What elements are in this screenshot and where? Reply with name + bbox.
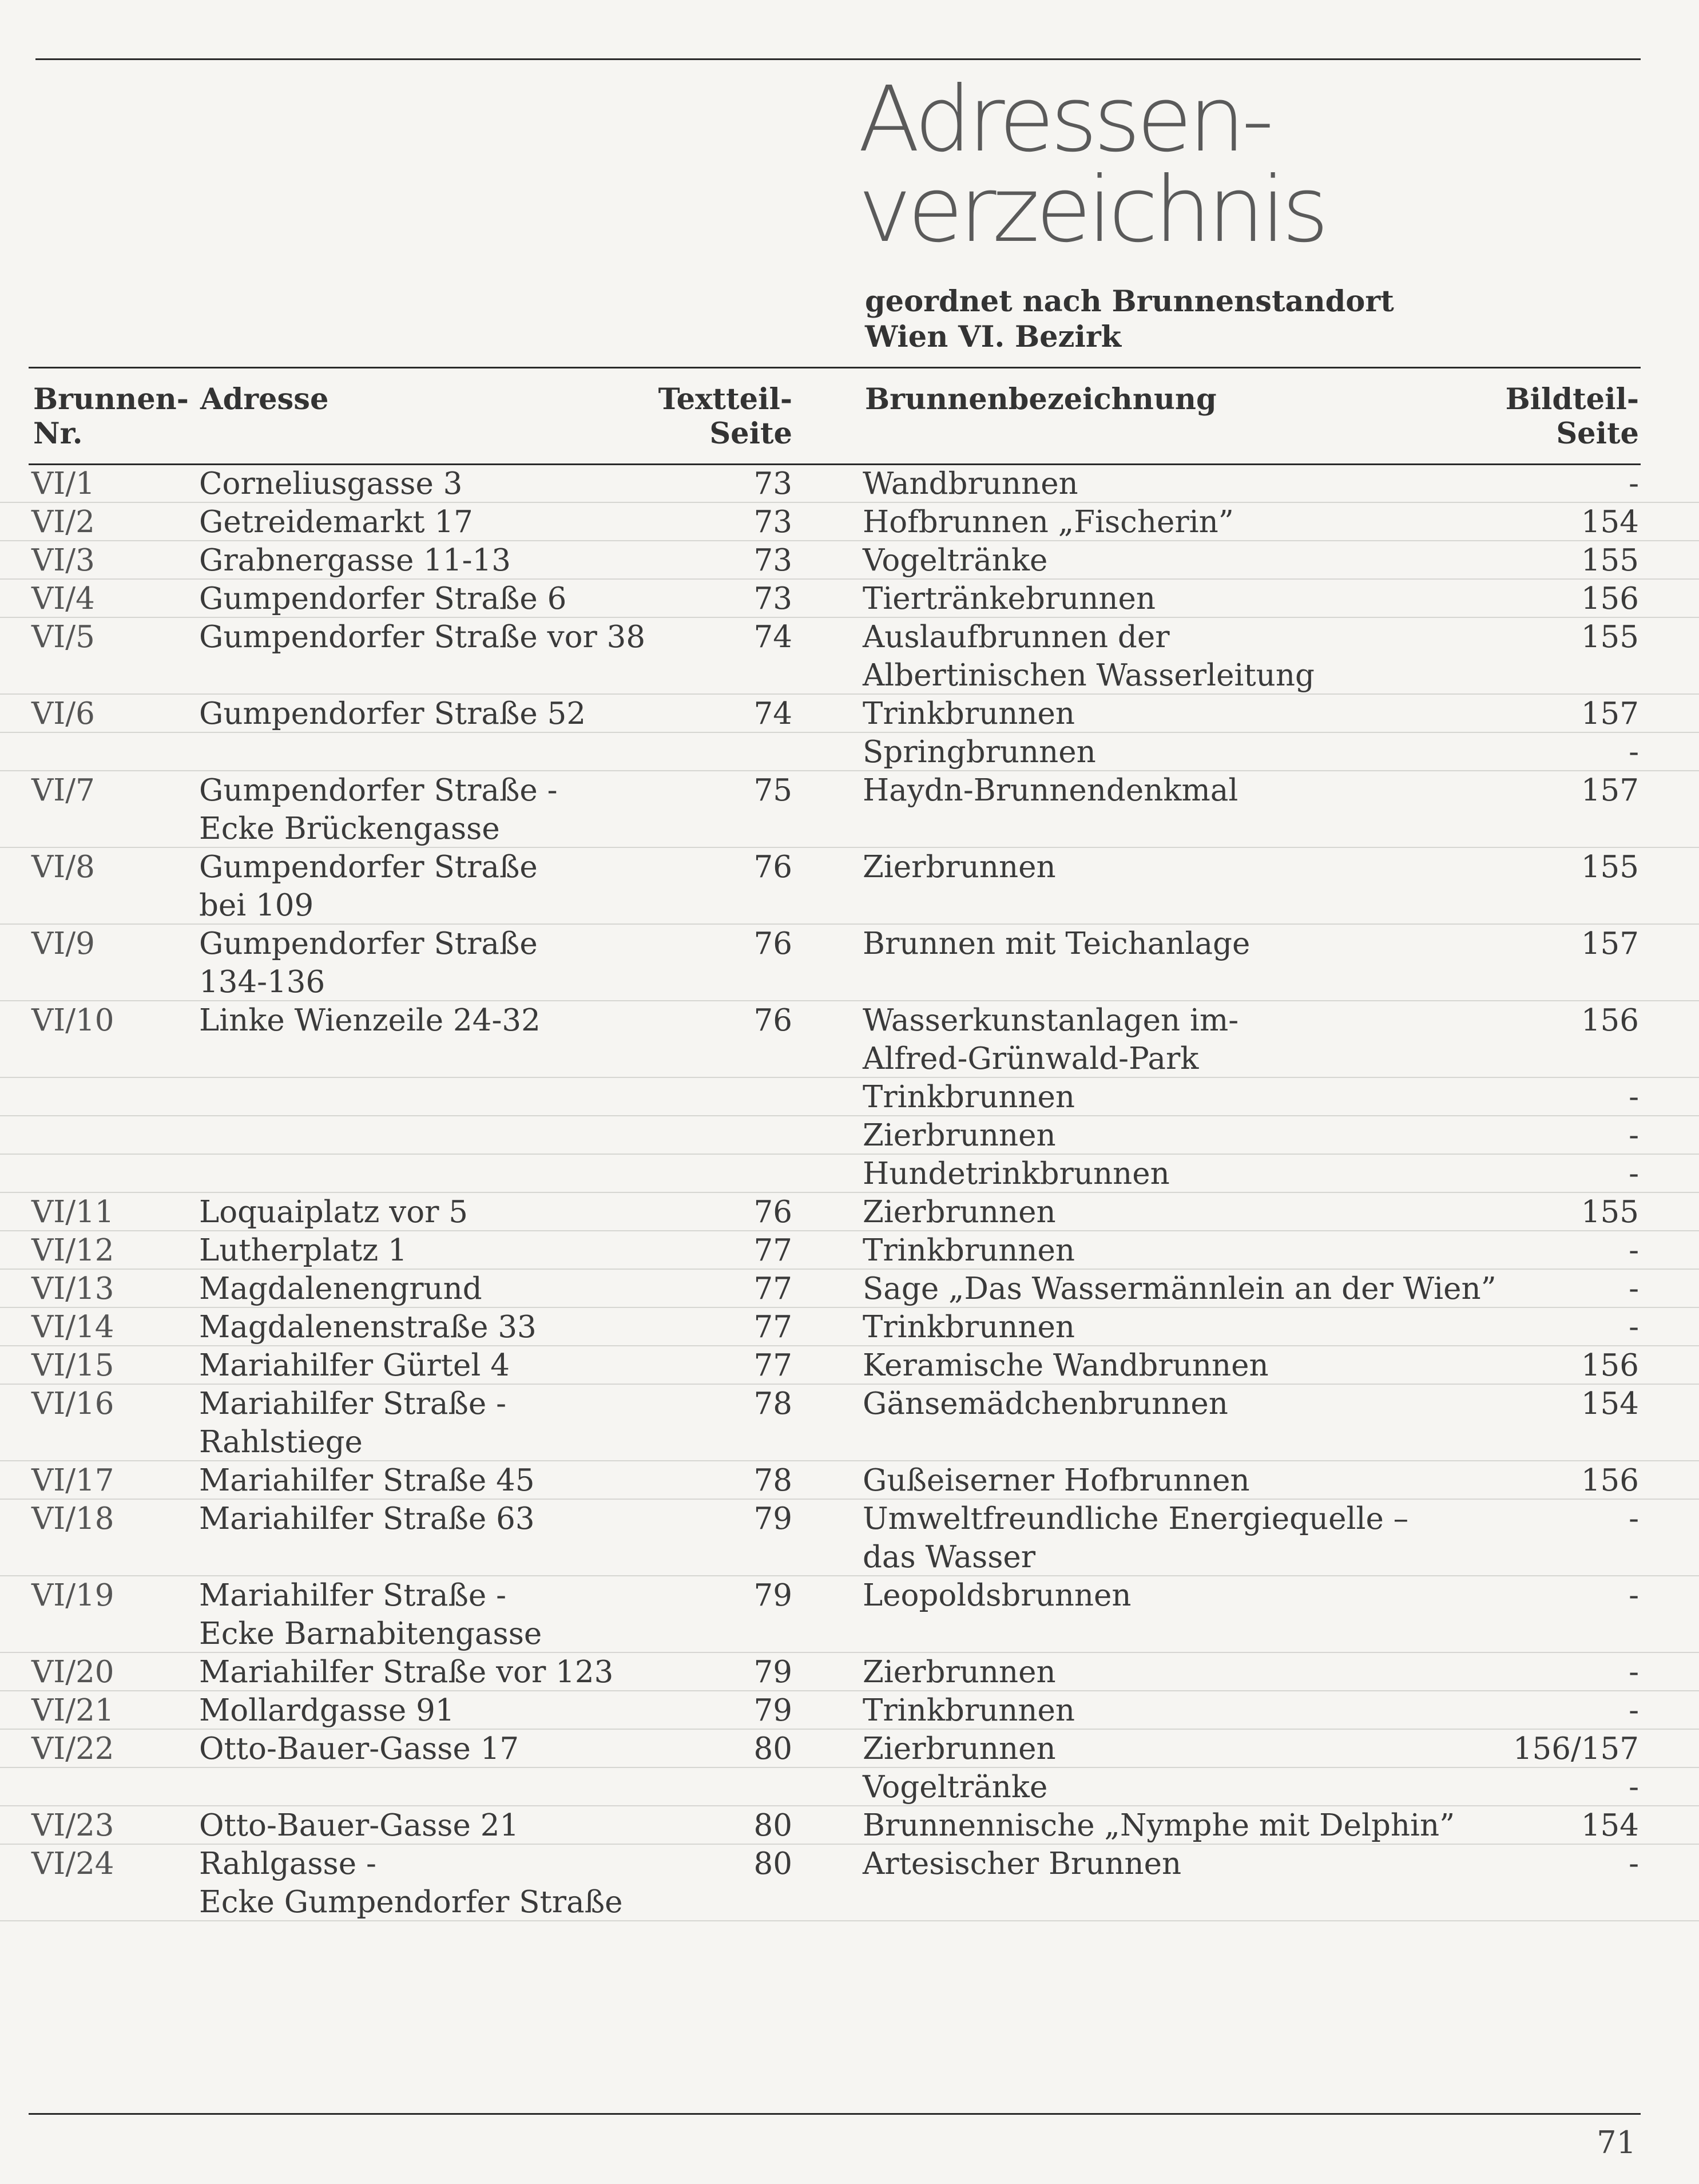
brunnenbezeichnung: Springbrunnen [863,735,1096,770]
page-title [858,67,1325,263]
table-row [0,1461,1699,1500]
table-row [0,580,1699,618]
brunnen-nr: VI/3 [31,543,95,578]
brunnenbezeichnung: Tiertränkebrunnen [863,581,1156,616]
brunnenbezeichnung: Brunnen mit Teichanlage [863,926,1251,961]
title-line-1: Adressen- [858,67,1271,172]
brunnen-nr: VI/8 [31,850,95,885]
table-row [0,848,1699,925]
textteil-seite: 80 [753,1808,792,1843]
brunnenbezeichnung: Keramische Wandbrunnen [863,1348,1269,1383]
bildteil-seite: 156 [1581,1463,1639,1498]
textteil-seite: 73 [753,505,792,540]
brunnen-nr: VI/14 [31,1310,114,1345]
table-row [0,695,1699,733]
adresse: Loquaiplatz vor 5 [199,1195,469,1230]
brunnenbezeichnung: Gußeiserner Hofbrunnen [863,1463,1250,1498]
brunnenbezeichnung: Zierbrunnen [863,1118,1056,1153]
table-row [0,1155,1699,1193]
brunnenbezeichnung: Zierbrunnen [863,1731,1056,1766]
textteil-seite: 80 [753,1731,792,1766]
table-row [0,541,1699,580]
brunnenbezeichnung: Brunnennische „Nymphe mit Delphin” [863,1808,1455,1843]
textteil-seite: 74 [753,620,792,655]
brunnenbezeichnung: Vogeltränke [863,543,1048,578]
brunnen-nr: VI/7 [31,773,95,808]
table-row [0,733,1699,771]
table-row [0,1001,1699,1078]
adresse: Gumpendorfer Straße vor 38 [199,620,646,655]
brunnen-nr: VI/2 [31,505,95,540]
brunnenbezeichnung: Vogeltränke [863,1770,1048,1805]
adresse: Linke Wienzeile 24-32 [199,1003,541,1038]
textteil-seite: 73 [753,543,792,578]
brunnenbezeichnung: Wandbrunnen [863,466,1078,501]
brunnen-nr: VI/1 [31,466,95,501]
brunnen-nr: VI/19 [31,1578,114,1613]
textteil-seite: 77 [753,1233,792,1268]
table-row [0,618,1699,695]
textteil-seite: 78 [753,1463,792,1498]
bildteil-seite: 154 [1581,505,1639,540]
column-header-bezeichnung: Brunnenbezeichnung [865,382,1217,417]
brunnenbezeichnung: Hundetrinkbrunnen [863,1156,1170,1191]
brunnenbezeichnung: Wasserkunstanlagen im- Alfred-Grünwald-Park [863,1003,1239,1076]
bildteil-seite: - [1629,1156,1639,1191]
brunnenbezeichnung: Gänsemädchenbrunnen [863,1386,1228,1421]
table-row [0,925,1699,1001]
brunnenbezeichnung: Zierbrunnen [863,1195,1056,1230]
brunnen-nr: VI/17 [31,1463,114,1498]
textteil-seite: 80 [753,1846,792,1881]
textteil-seite: 76 [753,850,792,885]
bildteil-seite: 157 [1581,696,1639,731]
adresse: Gumpendorfer Straße 6 [199,581,567,616]
brunnen-nr: VI/22 [31,1731,114,1766]
brunnen-nr: VI/18 [31,1501,114,1536]
table-row [0,1346,1699,1385]
textteil-seite: 79 [753,1655,792,1690]
adresse: Mariahilfer Straße 45 [199,1463,535,1498]
brunnen-nr: VI/23 [31,1808,114,1843]
brunnen-nr: VI/11 [31,1195,114,1230]
adresse: Mariahilfer Straße - Rahlstiege [199,1386,507,1460]
textteil-seite: 74 [753,696,792,731]
brunnen-nr: VI/4 [31,581,95,616]
adresse: Rahlgasse - Ecke Gumpendorfer Straße [199,1846,623,1920]
bildteil-seite: 155 [1581,1195,1639,1230]
column-header-nr: Brunnen- Nr. [33,382,189,451]
bildteil-seite: 155 [1581,850,1639,885]
table-row [0,1768,1699,1806]
textteil-seite: 76 [753,926,792,961]
textteil-seite: 73 [753,466,792,501]
bildteil-seite: - [1629,1080,1639,1115]
table-row [0,1078,1699,1116]
bildteil-seite: 154 [1581,1808,1639,1843]
textteil-seite: 76 [753,1195,792,1230]
title-line-2: verzeichnis [858,157,1325,263]
bildteil-seite: 154 [1581,1386,1639,1421]
brunnenbezeichnung: Artesischer Brunnen [863,1846,1182,1881]
brunnen-nr: VI/15 [31,1348,114,1383]
textteil-seite: 79 [753,1501,792,1536]
bildteil-seite: 156 [1581,1003,1639,1038]
column-header-adresse: Adresse [200,382,329,417]
bildteil-seite: 156 [1581,581,1639,616]
header-rule [29,367,1641,368]
adresse: Magdalenengrund [199,1271,482,1306]
column-header-bildteil: Bildteil- Seite [1505,382,1639,451]
table-row [0,1576,1699,1653]
adresse: Gumpendorfer Straße - Ecke Brückengasse [199,773,558,846]
brunnen-nr: VI/6 [31,696,95,731]
brunnenbezeichnung: Trinkbrunnen [863,1080,1075,1115]
brunnen-nr: VI/5 [31,620,95,655]
bildteil-seite: - [1629,1770,1639,1805]
subtitle-line-1: geordnet nach Brunnenstandort [865,284,1394,319]
brunnenbezeichnung: Sage „Das Wassermännlein an der Wien” [863,1271,1496,1306]
brunnenbezeichnung: Auslaufbrunnen der Albertinischen Wasserleitung [863,620,1315,693]
table-row [0,1691,1699,1730]
bildteil-seite: - [1629,1501,1639,1536]
table-row [0,1806,1699,1845]
adresse: Mariahilfer Gürtel 4 [199,1348,510,1383]
bildteil-seite: 156/157 [1513,1731,1639,1766]
bildteil-seite: - [1629,735,1639,770]
brunnen-nr: VI/16 [31,1386,114,1421]
adresse: Magdalenenstraße 33 [199,1310,537,1345]
bildteil-seite: 156 [1581,1348,1639,1383]
textteil-seite: 73 [753,581,792,616]
bildteil-seite: - [1629,1118,1639,1153]
brunnenbezeichnung: Haydn-Brunnendenkmal [863,773,1238,808]
adresse: Grabnergasse 11-13 [199,543,511,578]
textteil-seite: 79 [753,1578,792,1613]
table-row [0,1500,1699,1576]
brunnen-nr: VI/21 [31,1693,114,1728]
bildteil-seite: 155 [1581,543,1639,578]
adresse: Gumpendorfer Straße 134-136 [199,926,538,1000]
textteil-seite: 77 [753,1271,792,1306]
bildteil-seite: - [1629,1271,1639,1306]
adresse: Corneliusgasse 3 [199,466,463,501]
table-row [0,503,1699,541]
adresse: Otto-Bauer-Gasse 21 [199,1808,519,1843]
adresse: Getreidemarkt 17 [199,505,473,540]
bildteil-seite: - [1629,1578,1639,1613]
subtitle-line-2: Wien VI. Bezirk [865,320,1122,354]
brunnenbezeichnung: Trinkbrunnen [863,696,1075,731]
subtitle [865,284,1394,355]
brunnenbezeichnung: Trinkbrunnen [863,1233,1075,1268]
table-row [0,465,1699,503]
table-row [0,1116,1699,1155]
adresse: Gumpendorfer Straße 52 [199,696,586,731]
adresse: Mariahilfer Straße vor 123 [199,1655,614,1690]
bildteil-seite: - [1629,1233,1639,1268]
brunnen-nr: VI/24 [31,1846,114,1881]
adresse: Mollardgasse 91 [199,1693,455,1728]
bildteil-seite: 157 [1581,926,1639,961]
bildteil-seite: - [1629,1693,1639,1728]
bildteil-seite: - [1629,466,1639,501]
adresse: Mariahilfer Straße - Ecke Barnabitengasse [199,1578,542,1651]
table-row [0,1730,1699,1768]
bildteil-seite: - [1629,1655,1639,1690]
table-row [0,1308,1699,1346]
textteil-seite: 78 [753,1386,792,1421]
brunnen-nr: VI/10 [31,1003,114,1038]
adresse: Gumpendorfer Straße bei 109 [199,850,538,923]
address-table [0,465,1699,1921]
table-row [0,771,1699,848]
table-row [0,1270,1699,1308]
table-row [0,1385,1699,1461]
brunnen-nr: VI/12 [31,1233,114,1268]
bildteil-seite: - [1629,1846,1639,1881]
brunnenbezeichnung: Hofbrunnen „Fischerin” [863,505,1234,540]
brunnen-nr: VI/13 [31,1271,114,1306]
bildteil-seite: 155 [1581,620,1639,655]
textteil-seite: 76 [753,1003,792,1038]
textteil-seite: 79 [753,1693,792,1728]
table-row [0,1231,1699,1270]
adresse: Lutherplatz 1 [199,1233,407,1268]
adresse: Otto-Bauer-Gasse 17 [199,1731,519,1766]
page-number: 71 [1597,2124,1636,2161]
brunnenbezeichnung: Zierbrunnen [863,850,1056,885]
brunnenbezeichnung: Leopoldsbrunnen [863,1578,1132,1613]
brunnen-nr: VI/20 [31,1655,114,1690]
textteil-seite: 75 [753,773,792,808]
adresse: Mariahilfer Straße 63 [199,1501,535,1536]
table-row [0,1845,1699,1921]
brunnenbezeichnung: Trinkbrunnen [863,1693,1075,1728]
bildteil-seite: - [1629,1310,1639,1345]
bildteil-seite: 157 [1581,773,1639,808]
brunnenbezeichnung: Zierbrunnen [863,1655,1056,1690]
bottom-rule [29,2113,1641,2115]
column-header-textteil: Textteil- Seite [658,382,792,451]
brunnen-nr: VI/9 [31,926,95,961]
textteil-seite: 77 [753,1348,792,1383]
textteil-seite: 77 [753,1310,792,1345]
brunnenbezeichnung: Trinkbrunnen [863,1310,1075,1345]
table-row [0,1193,1699,1231]
top-rule [35,58,1641,60]
brunnenbezeichnung: Umweltfreundliche Energiequelle – das Wasser [863,1501,1409,1575]
table-row [0,1653,1699,1691]
